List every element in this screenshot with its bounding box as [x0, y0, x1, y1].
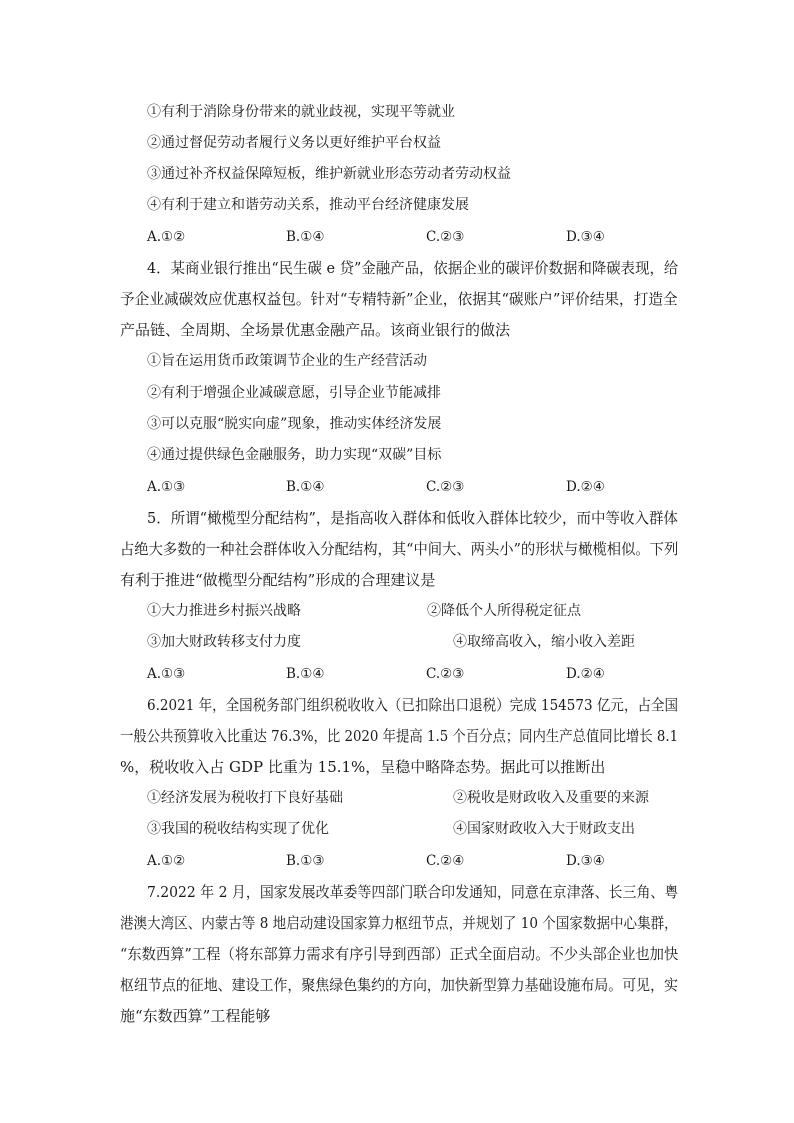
q5-stem-line-2: 占绝大多数的一种社会群体收入分配结构，其“中间大、两头小”的形状与橄榄相似。下列 [120, 540, 679, 558]
q5-option-2: ②降低个人所得税定征点 [427, 603, 581, 619]
q4-answer-d: D.②④ [566, 479, 605, 495]
q4-stem-line-1: 4．某商业银行推出“民生碳 e 贷”金融产品，依据企业的碳评价数据和降碳表现，给 [147, 259, 679, 277]
q4-stem-line-2: 予企业减碳效应优惠权益包。针对“专精特新”企业，依据其“碳账户”评价结果，打造全 [120, 290, 678, 308]
q3-option-3: ③通过补齐权益保障短板，维护新就业形态劳动者劳动权益 [147, 166, 511, 182]
q6-answer-c: C.②④ [426, 853, 465, 869]
q5-answer-a: A.①③ [147, 666, 186, 682]
q7-stem-line-4: 枢纽节点的征地、建设工作，聚焦绿色集约的方向，加快新型算力基础设施布局。可见，实 [120, 976, 679, 994]
q5-answer-c: C.②③ [426, 666, 465, 682]
q6-answer-d: D.③④ [566, 853, 605, 869]
q7-stem-line-1: 7.2022 年 2 月，国家发展改革委等四部门联合印发通知，同意在京津落、长三角、粤 [147, 883, 679, 901]
q4-option-1: ①旨在运用货币政策调节企业的生产经营活动 [147, 353, 427, 369]
q3-answer-a: A.①② [147, 229, 186, 245]
q4-answer-c: C.②③ [426, 479, 465, 495]
q5-stem-line-3: 有利于推进“做榄型分配结构”形成的合理建议是 [120, 571, 436, 589]
q3-option-2: ②通过督促劳动者履行义务以更好维护平台权益 [147, 135, 441, 151]
q6-stem-line-2: 一般公共预算收入比重达 76.3%，比 2020 年提高 1.5 个百分点；同内生产总值同比增长 8.1 [120, 727, 679, 745]
q3-option-1: ①有利于消除身份带来的就业歧视，实现平等就业 [147, 104, 455, 120]
q3-answer-c: C.②③ [426, 229, 465, 245]
q5-answer-d: D.②④ [566, 666, 605, 682]
q4-option-3: ③可以克服“脱实向虚”现象，推动实体经济发展 [147, 416, 442, 432]
q4-answer-b: B.①④ [286, 479, 325, 495]
q5-option-3: ③加大财政转移支付力度 [147, 634, 301, 650]
q6-option-1: ①经济发展为税收打下良好基础 [147, 790, 343, 806]
q7-stem-line-2: 港澳大湾区、内蒙古等 8 地启动建设国家算力枢纽节点，并规划了 10 个国家数据中心集群， [120, 914, 678, 932]
q6-option-3: ③我国的税收结构实现了优化 [147, 821, 329, 837]
q6-stem-line-1: 6.2021 年，全国税务部门组织税收收入（已扣除出口退税）完成 154573 亿元，占全国 [147, 696, 679, 714]
q4-option-2: ②有利于增强企业减碳意愿，引导企业节能减排 [147, 385, 441, 401]
q6-answer-b: B.①③ [286, 853, 325, 869]
q5-option-4: ④取缔高收入，缩小收入差距 [453, 634, 635, 650]
q4-stem-line-3: 产品链、全周期、全场景优惠金融产品。该商业银行的做法 [120, 321, 511, 339]
q6-answer-a: A.①② [147, 853, 186, 869]
q7-stem-line-5: 施“东数西算”工程能够 [120, 1007, 271, 1025]
q4-answer-a: A.①③ [147, 479, 186, 495]
q6-option-2: ②税收是财政收入及重要的来源 [453, 790, 649, 806]
q3-answer-d: D.③④ [566, 229, 605, 245]
q6-option-4: ④国家财政收入大于财政支出 [453, 821, 635, 837]
q6-stem-line-3: %，税收收入占 GDP 比重为 15.1%，呈稳中略降态势。据此可以推断出 [120, 758, 606, 776]
q5-stem-line-1: 5．所谓“橄榄型分配结构”，是指高收入群体和低收入群体比较少，而中等收入群体 [147, 509, 678, 527]
q3-answer-b: B.①④ [286, 229, 325, 245]
q5-option-1: ①大力推进乡村振兴战略 [147, 603, 301, 619]
q4-option-4: ④通过提供绿色金融服务，助力实现“双碳”目标 [147, 447, 442, 463]
q7-stem-line-3: “东数西算”工程（将东部算力需求有序引导到西部）正式全面启动。不少头部企业也加快 [120, 945, 679, 963]
q5-answer-b: B.①④ [286, 666, 325, 682]
q3-option-4: ④有利于建立和谐劳动关系，推动平台经济健康发展 [147, 197, 469, 213]
